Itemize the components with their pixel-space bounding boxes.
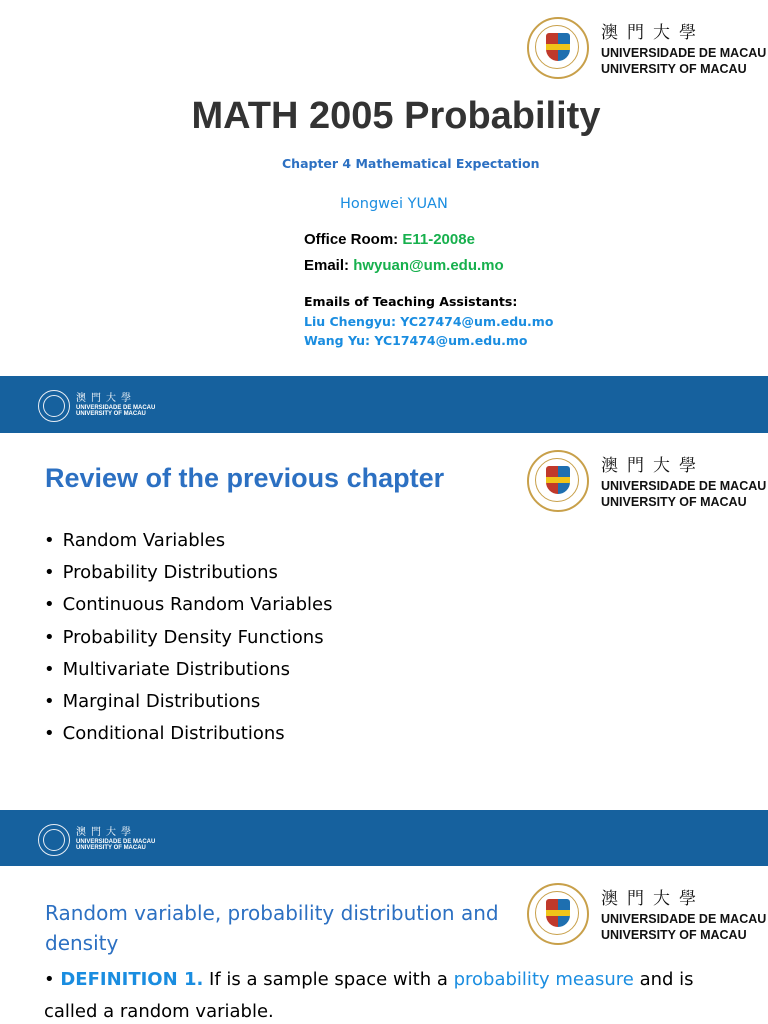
- probability-measure-link[interactable]: probability measure: [453, 969, 634, 990]
- list-item: • Conditional Distributions: [44, 718, 333, 750]
- banner-name-pt: UNIVERSIDADE DE MACAU: [76, 838, 156, 845]
- title-slide: [0, 0, 768, 376]
- university-seal-icon: [527, 450, 589, 512]
- slide-divider-banner: [0, 376, 768, 433]
- banner-seal-icon: [38, 390, 70, 422]
- ta-email-1[interactable]: Liu Chengyu: YC27474@um.edu.mo: [304, 314, 554, 329]
- ta-email-2: Wang Yu: YC17474@um.edu.mo: [304, 333, 528, 348]
- chapter-subtitle: Chapter 4 Mathematical Expectation: [282, 156, 540, 171]
- banner-name-cn: 澳門大學: [76, 827, 136, 839]
- university-name-en: UNIVERSITY OF MACAU: [601, 62, 747, 76]
- definition-paragraph: • DEFINITION 1. If is a sample space with a probability measure and is called a random variable.: [44, 969, 694, 1022]
- university-logo: [527, 883, 766, 945]
- banner-name-pt: UNIVERSIDADE DE MACAU: [76, 404, 156, 411]
- slide-heading: Review of the previous chapter: [45, 463, 445, 493]
- university-name-pt: UNIVERSIDADE DE MACAU: [601, 46, 767, 61]
- university-seal-icon: [527, 17, 589, 79]
- author-name: Hongwei YUAN: [340, 196, 448, 212]
- university-logo: [527, 17, 766, 79]
- definition-slide: [0, 866, 768, 1024]
- review-list: [44, 525, 333, 750]
- university-name-en: UNIVERSITY OF MACAU: [601, 495, 747, 509]
- list-item: • Probability Density Functions: [44, 622, 333, 654]
- university-name-en: UNIVERSITY OF MACAU: [601, 928, 747, 942]
- university-name-pt: UNIVERSIDADE DE MACAU: [601, 479, 767, 494]
- email-line: [304, 257, 504, 274]
- definition-text-2: and is called a random variable.: [44, 969, 694, 1022]
- list-item: • Marginal Distributions: [44, 686, 333, 718]
- list-item: • Continuous Random Variables: [44, 589, 333, 621]
- university-name-cn: 澳門大學: [601, 456, 705, 477]
- definition-label: DEFINITION 1.: [60, 969, 204, 990]
- banner-logo: [38, 824, 155, 856]
- university-name-pt: UNIVERSIDADE DE MACAU: [601, 912, 767, 927]
- university-logo: [527, 450, 766, 512]
- ta-heading: Emails of Teaching Assistants:: [304, 294, 518, 309]
- office-value: E11-2008e: [402, 231, 475, 248]
- banner-name-en: UNIVERSITY OF MACAU: [76, 411, 146, 418]
- university-name-cn: 澳門大學: [601, 23, 705, 44]
- banner-name-en: UNIVERSITY OF MACAU: [76, 845, 146, 852]
- definition-text-1: If is a sample space with a: [203, 969, 454, 990]
- university-seal-icon: [527, 883, 589, 945]
- review-slide: [0, 433, 768, 810]
- office-room: [304, 231, 475, 248]
- banner-logo: [38, 390, 155, 422]
- banner-seal-icon: [38, 824, 70, 856]
- list-item: • Multivariate Distributions: [44, 654, 333, 686]
- email-link[interactable]: hwyuan@um.edu.mo: [353, 257, 504, 274]
- slide-heading: Random variable, probability distribution and density: [45, 901, 499, 955]
- university-name-cn: 澳門大學: [601, 889, 705, 910]
- list-item: • Random Variables: [44, 525, 333, 557]
- email-label: Email:: [304, 257, 350, 274]
- banner-name-cn: 澳門大學: [76, 393, 136, 405]
- course-title: MATH 2005 Probability: [191, 95, 601, 137]
- slide-divider-banner: [0, 810, 768, 867]
- office-label: Office Room:: [304, 231, 399, 248]
- list-item: • Probability Distributions: [44, 557, 333, 589]
